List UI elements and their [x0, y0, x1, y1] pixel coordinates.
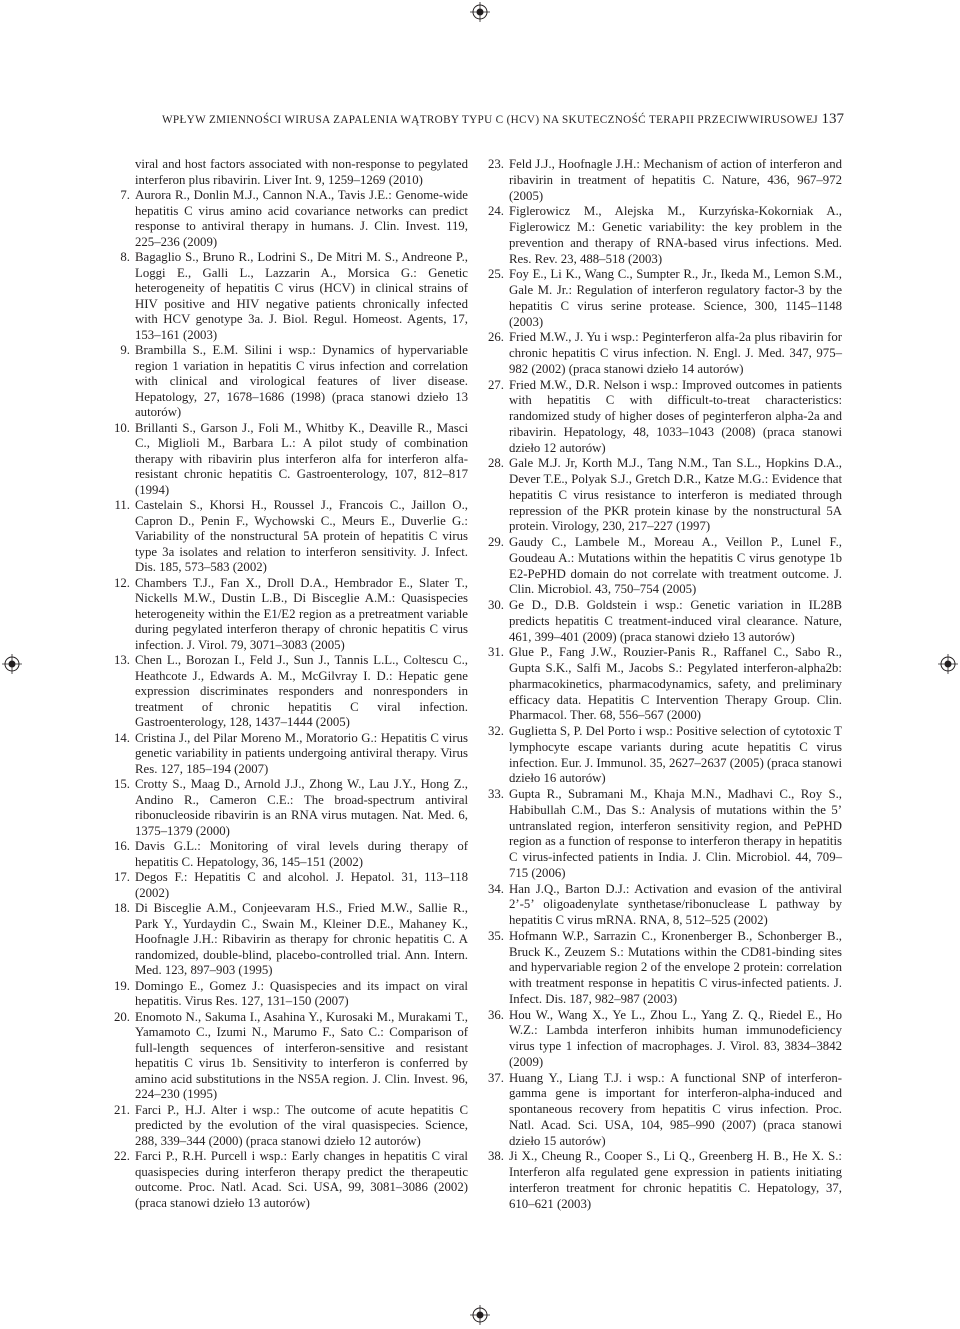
reference-item — [114, 498, 468, 576]
references-left-column — [114, 157, 468, 1211]
reference-number: 13. — [114, 653, 130, 667]
reference-number: 37. — [488, 1070, 504, 1085]
reference-item — [114, 901, 468, 979]
reference-number: 20. — [114, 1009, 130, 1024]
reference-number: 33. — [488, 787, 504, 801]
reference-text: Chen L., Borozan I., Feld J., Sun J., Tannis L.L., Coltescu C., Heathcote J., Edwards A. M., McGilvray I. D.: Hepatic gene expression discriminates responders and nonresponders in treatment of chronic hepatitis C viral infection. Gastroenterology, 128, 1437–1444 (2005) — [135, 653, 468, 729]
reference-number: 32. — [488, 724, 504, 738]
reference-text: Enomoto N., Sakuma I., Asahina Y., Kurosaki M., Murakami T., Yamamoto C., Izumi N., Marumo F., Sato C.: Comparison of full-length sequences of interferon-sensitive and resistant hepatitis C virus 1b. Sensitivity to interferon is conferred by amino acid substitutions in the NS5A region. J. Clin. Invest. 96, 224–230 (1995) — [135, 1009, 468, 1101]
reference-number: 22. — [114, 1149, 130, 1163]
reference-text: Degos F.: Hepatitis C and alcohol. J. Hepatol. 31, 113–118 (2002) — [135, 870, 468, 900]
reference-text: Ge D., D.B. Goldstein i wsp.: Genetic variation in IL28B predicts hepatitis C treatment-induced viral clearance. Nature, 461, 399–401 (2009) (praca stanowi dzieło 13 autorów) — [509, 598, 842, 644]
reference-text: viral and host factors associated with non-response to pegylated interferon plus ribavirin. Liver Int. 9, 1259–1269 (2010) — [135, 157, 468, 187]
reference-number: 27. — [488, 377, 504, 392]
reference-text: Gupta R., Subramani M., Khaja M.N., Madhavi C., Roy S., Habibullah C.M., Das S.: Analysis of mutations within the 5’ untranslated region, interferon sensitivity region, and PePHD region as a function of response to interferon therapy in hepatitis C virus-infected patients in India. J. Clin. Microbiol. 44, 709–715 (2006) — [509, 787, 842, 880]
reference-text: Glue P., Fang J.W., Rouzier-Panis R., Raffanel C., Sabo R., Gupta S.K., Salfi M., Jacobs S.: Pegylated interferon-alpha2b: pharmacokinetics, pharmacodynamics, safety, and preliminary efficacy data. Hepatitis C Intervention Therapy Group. Clin. Pharmacol. Ther. 68, 556–567 (2000) — [509, 645, 842, 723]
registration-mark-bottom-icon — [470, 1305, 490, 1325]
reference-item — [120, 250, 468, 343]
reference-text: Hofmann W.P., Sarrazin C., Kronenberger B., Schonberger B., Bruck K., Zeuzem S.: Mutations within the CD81-binding sites and hypervariable region 2 of the envelope 2 protein: correlation with treatment response in hepatitis C virus-infected patients. J. Infect. Dis. 187, 982–987 (2003) — [509, 928, 842, 1006]
reference-number: 12. — [114, 575, 130, 590]
reference-number: 14. — [114, 730, 130, 745]
reference-item — [114, 777, 468, 839]
reference-text: Brambilla S., E.M. Silini i wsp.: Dynamics of hypervariable region 1 variation in hepatitis C virus infection and correlation with clinical and virological features of liver disease. Hepatology, 27, 1678–1686 (1998) (praca stanowi dzieło 13 autorów) — [135, 343, 468, 419]
reference-item — [114, 1009, 468, 1103]
reference-text: Ji X., Cheung R., Cooper S., Li Q., Greenberg H. B., He X. S.: Interferon alfa regulated gene expression in patients initiating interferon treatment for chronic hepatitis C. Hepatology, 37, 610–621 (2003) — [509, 1149, 842, 1211]
reference-number: 24. — [488, 204, 504, 219]
reference-item — [120, 343, 468, 421]
reference-text: Gale M.J. Jr, Korth M.J., Tang N.M., Tan S.L., Hopkins D.A., Dever T.E., Polyak S.J., Gretch D.R., Katze M.G.: Evidence that hepatitis C virus resistance to interferon is mediated through repression of the PKR protein kinase by the nonstructural 5A protein. Virology, 230, 217–227 (1997) — [509, 456, 842, 534]
reference-number: 23. — [488, 157, 504, 171]
reference-text: Cristina J., del Pilar Moreno M., Moratorio G.: Hepatitis C virus genetic variability in patients undergoing antiviral therapy. Virus Res. 127, 185–194 (2007) — [135, 730, 468, 776]
reference-item — [114, 1149, 468, 1211]
reference-item — [488, 1070, 842, 1150]
reference-text: Huang Y., Liang T.J. i wsp.: A functional SNP of interferon-gamma gene is important for interferon-alpha-induced and spontaneous recovery from hepatitis C virus infection. Proc. Natl. Acad. Sci. USA, 104, 985–990 (2007) (praca stanowi dzieło 15 autorów) — [509, 1070, 842, 1148]
reference-number: 35. — [488, 928, 504, 943]
reference-item — [488, 881, 842, 929]
reference-number: 30. — [488, 598, 504, 612]
reference-item — [488, 267, 842, 330]
reference-item — [114, 1102, 468, 1150]
reference-text: Brillanti S., Garson J., Foli M., Whitby K., Deaville R., Masci C., Miglioli M., Barbara L.: A pilot study of combination therapy with ribavirin plus interferon alfa for interferon alfa-resistant chronic hepatitis C. Gastroenterology, 107, 812–817 (1994) — [135, 420, 468, 497]
reference-number: 26. — [488, 330, 504, 345]
reference-item — [488, 204, 842, 267]
reference-text: Bagaglio S., Bruno R., Lodrini S., De Mitri M. S., Andreone P., Loggi E., Galli L., Lazzarin A., Morsica G.: Genetic heterogeneity of hepatitis C virus (HCV) in clinical strains of HIV positive and HIV negative patients chronically infected with HCV genotype 3a. J. Biol. Regul. Homeost. Agents, 17, 153–161 (2003) — [135, 250, 468, 342]
reference-number: 36. — [488, 1007, 504, 1022]
reference-item — [114, 870, 468, 901]
reference-item — [114, 575, 468, 654]
reference-number: 38. — [488, 1149, 504, 1164]
reference-item — [488, 157, 842, 204]
reference-text: Guglietta S, P. Del Porto i wsp.: Positive selection of cytotoxic T lymphocyte escape variants during acute hepatitis C virus infection. Eur. J. Immunol. 35, 2627–2637 (2005) (praca stanowi dzieło 16 autorów) — [509, 724, 843, 786]
reference-number: 9. — [120, 343, 130, 357]
reference-item — [488, 787, 842, 882]
reference-item — [114, 978, 468, 1010]
reference-text: Foy E., Li K., Wang C., Sumpter R., Jr., Ikeda M., Lemon S.M., Gale M. Jr.: Regulation of interferon regulatory factor-3 by the hepatitis C virus serine protease. Science, 300, 1145–1148 (2003) — [509, 267, 842, 329]
reference-number: 8. — [120, 250, 130, 264]
reference-number: 21. — [114, 1102, 130, 1117]
reference-number: 18. — [114, 901, 130, 915]
reference-text: Fried M.W., J. Yu i wsp.: Peginterferon alfa-2a plus ribavirin for chronic hepatitis C virus infection. N. Engl. J. Med. 347, 975–982 (2002) (praca stanowi dzieło 14 autorów) — [509, 330, 842, 376]
reference-text: Di Bisceglie A.M., Conjeevaram H.S., Fried M.W., Sallie R., Park Y., Yurdaydin C., Swain M., Kleiner D.E., Mahaney K., Hoofnagle J.H.: Ribavirin as therapy for chronic hepatitis C. A randomized, double-blind, placebo-controlled trial. Ann. Intern. Med. 123, 897–903 (1995) — [135, 901, 468, 977]
reference-number: 7. — [120, 188, 130, 202]
registration-mark-right-icon — [938, 654, 958, 674]
reference-number: 29. — [488, 535, 504, 549]
reference-item — [114, 420, 468, 499]
reference-number: 34. — [488, 881, 504, 896]
reference-text: Fried M.W., D.R. Nelson i wsp.: Improved outcomes in patients with hepatitis C with difficult-to-treat characteristics: randomized study of higher doses of peginterferon alpha-2a and ribavirin. Hepatology, 48, 1033–1043 (2008) (praca stanowi dzieło 12 autorów) — [509, 377, 842, 455]
reference-item — [120, 188, 468, 250]
reference-item — [488, 535, 842, 598]
reference-item — [488, 330, 842, 377]
reference-item — [114, 839, 468, 870]
reference-item — [114, 653, 468, 731]
reference-item — [488, 928, 842, 1008]
reference-item — [488, 1007, 842, 1071]
registration-mark-top-icon — [470, 2, 490, 22]
reference-number: 25. — [488, 267, 504, 282]
reference-item — [488, 377, 842, 457]
page-number: 137 — [821, 111, 844, 127]
reference-text: Feld J.J., Hoofnagle J.H.: Mechanism of action of interferon and ribavirin in treatment of hepatitis C. Nature, 436, 967–972 (2005) — [509, 157, 842, 203]
reference-item — [114, 730, 468, 778]
reference-number: 10. — [114, 420, 130, 435]
reference-text: Domingo E., Gomez J.: Quasispecies and its impact on viral hepatitis. Virus Res. 127, 131–150 (2007) — [135, 978, 468, 1008]
registration-mark-left-icon — [2, 654, 22, 674]
reference-item — [488, 1149, 842, 1212]
reference-number: 31. — [488, 645, 504, 660]
reference-text: Gaudy C., Lambele M., Moreau A., Veillon P., Lunel F., Goudeau A.: Mutations within the hepatitis C virus genotype 1b E2-PePHD domain do not correlate with treatment outcome. J. Clin. Microbiol. 43, 750–754 (2005) — [509, 535, 842, 597]
reference-text: Chambers T.J., Fan X., Droll D.A., Hembrador E., Slater T., Nickells M.W., Dustin L.B., Di Bisceglie A.M.: Quasispecies heterogeneity within the E1/E2 region as a pretreatment variable during pegylated interferon therapy of chronic hepatitis C virus infection. J. Virol. 79, 3071–3083 (2005) — [135, 575, 468, 652]
reference-item — [135, 157, 468, 188]
reference-item — [488, 598, 842, 645]
reference-number: 15. — [114, 777, 130, 791]
reference-number: 28. — [488, 456, 504, 471]
reference-number: 19. — [114, 978, 130, 993]
running-title: WPŁYW ZMIENNOŚCI WIRUSA ZAPALENIA WĄTROBY TYPU C (HCV) NA SKUTECZNOŚĆ TERAPII PRZECIWWIRUSOWEJ — [162, 114, 818, 126]
reference-text: Farci P., H.J. Alter i wsp.: The outcome of acute hepatitis C predicted by the evolution of the viral quasispecies. Science, 288, 339–344 (2000) (praca stanowi dzieło 12 autorów) — [135, 1102, 468, 1148]
reference-text: Figlerowicz M., Alejska M., Kurzyńska-Kokorniak A., Figlerowicz M.: Genetic variability: the key problem in the prevention and therapy of RNA-based virus infections. Med. Res. Rev. 23, 488–518 (2003) — [509, 204, 842, 266]
reference-text: Aurora R., Donlin M.J., Cannon N.A., Tavis J.E.: Genome-wide hepatitis C virus amino acid covariance networks can predict response to antiviral therapy in humans. J. Clin. Invest. 119, 225–236 (2009) — [135, 188, 468, 249]
reference-number: 11. — [114, 498, 130, 512]
reference-item — [488, 645, 842, 724]
reference-text: Castelain S., Khorsi H., Roussel J., Francois C., Jaillon O., Capron D., Penin F., Wychowski C., Meurs E., Duverlie G.: Variability of the nonstructural 5A protein of hepatitis C virus type 3a isolates and relation to interferon sensitivity. J. Infect. Dis. 185, 573–583 (2002) — [135, 498, 468, 574]
reference-text: Farci P., R.H. Purcell i wsp.: Early changes in hepatitis C viral quasispecies during interferon therapy predict the therapeutic outcome. Proc. Natl. Acad. Sci. USA, 99, 3081–3086 (2002) (praca stanowi dzieło 13 autorów) — [135, 1149, 468, 1210]
reference-text: Davis G.L.: Monitoring of viral levels during therapy of hepatitis C. Hepatology, 36, 145–151 (2002) — [135, 839, 468, 869]
reference-item — [488, 456, 842, 535]
reference-text: Han J.Q., Barton D.J.: Activation and evasion of the antiviral 2’-5’ oligoadenylate synthetase/ribonuclease L pathway by hepatitis C virus mRNA. RNA, 8, 512–525 (2002) — [509, 881, 842, 927]
reference-text: Crotty S., Maag D., Arnold J.J., Zhong W., Lau J.Y., Hong Z., Andino R., Cameron C.E.: The broad-spectrum antiviral ribonucleoside ribavirin is an RNA virus mutagen. Nat. Med. 6, 1375–1379 (2000) — [135, 777, 468, 838]
reference-text: Hou W., Wang X., Ye L., Zhou L., Yang Z. Q., Riedel E., Ho W.Z.: Lambda interferon inhibits human immunodeficiency virus type 1 infection of macrophages. J. Virol. 83, 3834–3842 (2009) — [509, 1007, 842, 1069]
reference-item — [488, 724, 843, 787]
reference-number: 16. — [114, 839, 130, 853]
reference-number: 17. — [114, 870, 130, 884]
references-right-column — [488, 157, 843, 1212]
